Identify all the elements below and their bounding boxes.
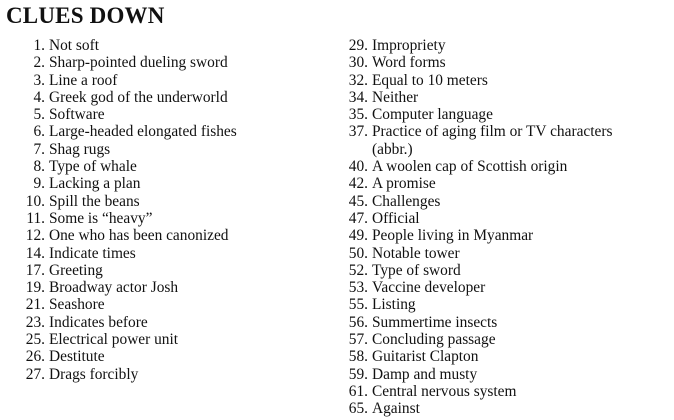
clue-item xyxy=(8,366,318,383)
clue-item xyxy=(338,383,668,400)
clue-item xyxy=(8,296,318,313)
clue-text: Summertime insects xyxy=(372,313,498,331)
clue-number: 29. xyxy=(348,37,368,54)
clue-text: Vaccine developer xyxy=(372,279,486,297)
clue-number: 17. xyxy=(25,261,45,279)
clues-left-column xyxy=(8,37,318,383)
clue-item xyxy=(8,175,318,192)
clue-text: Impropriety xyxy=(372,37,446,54)
clue-item xyxy=(8,72,318,89)
clue-text: Lacking a plan xyxy=(49,175,141,193)
clue-text: Shag rugs xyxy=(49,140,111,158)
clue-item xyxy=(338,54,668,71)
clue-text: Type of whale xyxy=(49,158,137,176)
clue-text: Against xyxy=(372,400,420,418)
clue-number: 49. xyxy=(348,227,368,245)
clue-number: 5. xyxy=(33,106,45,124)
clue-number: 23. xyxy=(25,313,45,331)
clue-text: Software xyxy=(49,106,105,124)
clue-text: Central nervous system xyxy=(372,382,517,400)
clue-item xyxy=(338,72,668,89)
clue-item xyxy=(8,331,318,348)
clue-number: 58. xyxy=(348,348,368,366)
clue-number: 11. xyxy=(26,209,45,227)
clue-number: 27. xyxy=(25,365,45,383)
clues-right-column xyxy=(338,37,668,418)
clue-number: 34. xyxy=(348,88,368,106)
clue-item xyxy=(338,331,668,348)
clue-item xyxy=(338,245,668,262)
clue-item xyxy=(8,106,318,123)
clue-item xyxy=(338,37,668,54)
clue-text: Not soft xyxy=(49,37,100,54)
clue-number: 14. xyxy=(25,244,45,262)
clue-number: 10. xyxy=(25,192,45,210)
clue-text: Spill the beans xyxy=(49,192,140,210)
clue-text: Drags forcibly xyxy=(49,365,139,383)
clue-item xyxy=(8,210,318,227)
clue-number: 2. xyxy=(33,54,45,72)
clue-item xyxy=(338,366,668,383)
clue-text: Greek god of the underworld xyxy=(49,88,228,106)
page-title: CLUES DOWN xyxy=(6,3,165,28)
clue-item xyxy=(8,37,318,54)
clue-number: 56. xyxy=(348,313,368,331)
clue-item xyxy=(8,193,318,210)
clue-number: 32. xyxy=(348,71,368,89)
clue-text: People living in Myanmar xyxy=(372,227,534,245)
clue-number: 9. xyxy=(33,175,45,193)
clue-number: 6. xyxy=(33,123,45,141)
clue-text: Challenges xyxy=(372,192,441,210)
clue-item xyxy=(338,106,668,123)
clue-item xyxy=(8,279,318,296)
clue-number: 53. xyxy=(348,279,368,297)
clue-text: Guitarist Clapton xyxy=(372,348,479,366)
clue-number: 65. xyxy=(348,400,368,418)
clue-text: Computer language xyxy=(372,106,493,124)
clue-item xyxy=(338,158,668,175)
clue-text: A promise xyxy=(372,175,436,193)
clue-item xyxy=(338,89,668,106)
clue-text: Practice of aging film or TV characters (abbr.) xyxy=(372,123,613,158)
clue-item xyxy=(8,314,318,331)
clue-item xyxy=(8,348,318,365)
clue-text: Indicate times xyxy=(49,244,136,262)
clue-text: Word forms xyxy=(372,54,446,72)
clue-number: 37. xyxy=(348,123,368,141)
clue-text: Notable tower xyxy=(372,244,460,262)
clue-text: Greeting xyxy=(49,261,103,279)
clue-text: Sharp-pointed dueling sword xyxy=(49,54,228,72)
clue-number: 12. xyxy=(25,227,45,245)
clue-number: 59. xyxy=(348,365,368,383)
clue-text: Seashore xyxy=(49,296,105,314)
clue-number: 25. xyxy=(25,331,45,349)
clue-number: 57. xyxy=(348,331,368,349)
clue-number: 30. xyxy=(348,54,368,72)
clue-item xyxy=(338,123,668,158)
clue-number: 4. xyxy=(33,88,45,106)
clue-number: 47. xyxy=(348,209,368,227)
clue-text: Official xyxy=(372,209,420,227)
clue-item xyxy=(8,54,318,71)
clue-item xyxy=(8,158,318,175)
clue-item xyxy=(338,210,668,227)
clue-item xyxy=(338,193,668,210)
clue-text: Broadway actor Josh xyxy=(49,279,179,297)
clue-item xyxy=(8,245,318,262)
clue-number: 3. xyxy=(33,71,45,89)
clue-item xyxy=(338,279,668,296)
clue-number: 45. xyxy=(348,192,368,210)
clue-number: 35. xyxy=(348,106,368,124)
clue-text: A woolen cap of Scottish origin xyxy=(372,158,568,176)
clue-item xyxy=(8,123,318,140)
clue-item xyxy=(338,262,668,279)
clue-text: Electrical power unit xyxy=(49,331,179,349)
clue-text: One who has been canonized xyxy=(49,227,229,245)
clue-text: Large-headed elongated fishes xyxy=(49,123,237,141)
clue-number: 7. xyxy=(33,140,45,158)
clue-number: 55. xyxy=(348,296,368,314)
clue-number: 1. xyxy=(33,37,45,54)
clue-number: 40. xyxy=(348,158,368,176)
clue-text: Neither xyxy=(372,88,419,106)
clue-item xyxy=(338,296,668,313)
clue-item xyxy=(338,348,668,365)
clue-text: Listing xyxy=(372,296,416,314)
clue-text: Type of sword xyxy=(372,261,461,279)
clue-number: 19. xyxy=(25,279,45,297)
clue-item xyxy=(8,89,318,106)
clue-number: 26. xyxy=(25,348,45,366)
clue-item xyxy=(8,141,318,158)
clue-text: Damp and musty xyxy=(372,365,478,383)
clue-number: 50. xyxy=(348,244,368,262)
clue-item xyxy=(338,400,668,417)
clue-text: Some is “heavy” xyxy=(49,209,153,227)
clue-text: Concluding passage xyxy=(372,331,496,349)
clue-text: Line a roof xyxy=(49,71,118,89)
clue-number: 8. xyxy=(33,158,45,176)
clue-number: 42. xyxy=(348,175,368,193)
clue-text: Indicates before xyxy=(49,313,148,331)
clue-item xyxy=(8,262,318,279)
clue-number: 21. xyxy=(25,296,45,314)
clue-number: 61. xyxy=(348,382,368,400)
clue-text: Equal to 10 meters xyxy=(372,71,488,89)
clue-item xyxy=(338,314,668,331)
clue-item xyxy=(8,227,318,244)
clue-text: Destitute xyxy=(49,348,105,366)
clue-item xyxy=(338,227,668,244)
clue-item xyxy=(338,175,668,192)
clue-number: 52. xyxy=(348,261,368,279)
